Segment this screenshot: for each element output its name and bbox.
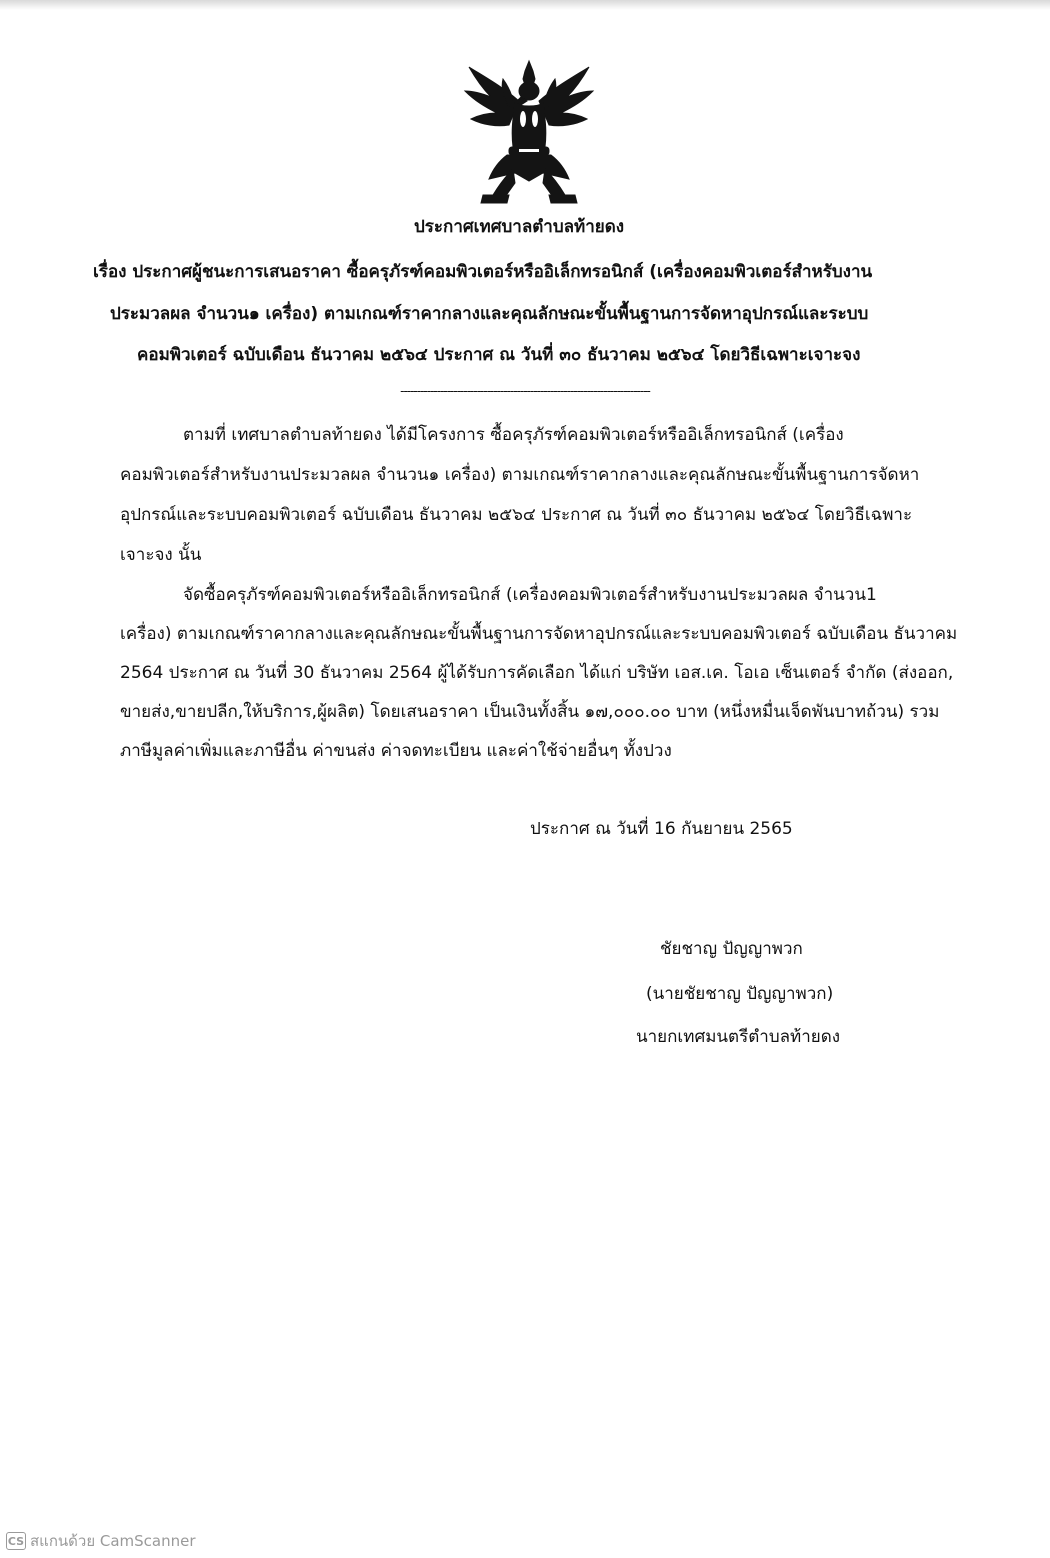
paragraph2-line-5: ภาษีมูลค่าเพิ่มและภาษีอื่น ค่าขนส่ง ค่าจดทะเบียน และค่าใช้จ่ายอื่นๆ ทั้งปวง — [120, 741, 672, 761]
document-header-title: ประกาศเทศบาลตำบลท้ายดง — [414, 217, 625, 237]
paragraph1-line-2: คอมพิวเตอร์สำหรับงานประมวลผล จำนวน๑ เครื่อง) ตามเกณฑ์ราคากลางและคุณลักษณะขั้นพื้นฐานการจัดหา — [120, 465, 920, 485]
camscanner-logo-icon: CS — [6, 1532, 26, 1550]
garuda-emblem — [463, 57, 595, 205]
camscanner-text: สแกนด้วย CamScanner — [30, 1532, 196, 1550]
announcement-date: ประกาศ ณ วันที่ 16 กันยายน 2565 — [530, 819, 793, 839]
paragraph2-line-2: เครื่อง) ตามเกณฑ์ราคากลางและคุณลักษณะขั้นพื้นฐานการจัดหาอุปกรณ์และระบบคอมพิวเตอร์ ฉบับเดือน ธันวาคม — [120, 624, 958, 644]
signatory-full-name: (นายชัยชาญ ปัญญาพวก) — [646, 984, 834, 1004]
subject-line-2: ประมวลผล จำนวน๑ เครื่อง) ตามเกณฑ์ราคากลางและคุณลักษณะขั้นพื้นฐานการจัดหาอุปกรณ์และระบบ — [110, 304, 869, 324]
camscanner-watermark — [6, 1530, 196, 1552]
subject-line-1: เรื่อง ประกาศผู้ชนะการเสนอราคา ซื้อครุภัรฑ์คอมพิวเตอร์หรืออิเล็กทรอนิกส์ (เครื่องคอมพิวเตอร์สำหรับงาน — [93, 262, 873, 282]
subject-line-3: คอมพิวเตอร์ ฉบับเดือน ธันวาคม ๒๕๖๔ ประกาศ ณ วันที่ ๓๐ ธันวาคม ๒๕๖๔ โดยวิธีเฉพาะเจาะจง — [137, 345, 861, 365]
paragraph1-line-3: อุปกรณ์และระบบคอมพิวเตอร์ ฉบับเดือน ธันวาคม ๒๕๖๔ ประกาศ ณ วันที่ ๓๐ ธันวาคม ๒๕๖๔ โดยวิธีเฉพาะ — [120, 505, 913, 525]
paragraph1-line-1: ตามที่ เทศบาลตำบลท้ายดง ได้มีโครงการ ซื้อครุภัรฑ์คอมพิวเตอร์หรืออิเล็กทรอนิกส์ (เครื่อง — [183, 425, 844, 445]
paragraph2-line-1: จัดซื้อครุภัรฑ์คอมพิวเตอร์หรืออิเล็กทรอนิกส์ (เครื่องคอมพิวเตอร์สำหรับงานประมวลผล จำนวน1 — [183, 585, 877, 605]
paragraph1-line-4: เจาะจง นั้น — [120, 545, 202, 565]
paragraph2-line-4: ขายส่ง,ขายปลีก,ให้บริการ,ผู้ผลิต) โดยเสนอราคา เป็นเงินทั้งสิ้น ๑๗,๐๐๐.๐๐ บาท (หนึ่งหมื่นเจ็ดพันบาทถ้วน) รวม — [120, 702, 940, 722]
signatory-position: นายกเทศมนตรีตำบลท้ายดง — [636, 1027, 841, 1047]
scan-top-edge — [0, 0, 1050, 10]
paragraph2-line-3: 2564 ประกาศ ณ วันที่ 30 ธันวาคม 2564 ผู้ได้รับการคัดเลือก ได้แก่ บริษัท เอส.เค. โอเอ เซ็นเตอร์ จำกัด (ส่งออก, — [120, 663, 954, 683]
header-divider: --------------------------------------------------------------------------- — [400, 384, 650, 398]
signature-name: ชัยชาญ ปัญญาพวก — [660, 939, 803, 959]
